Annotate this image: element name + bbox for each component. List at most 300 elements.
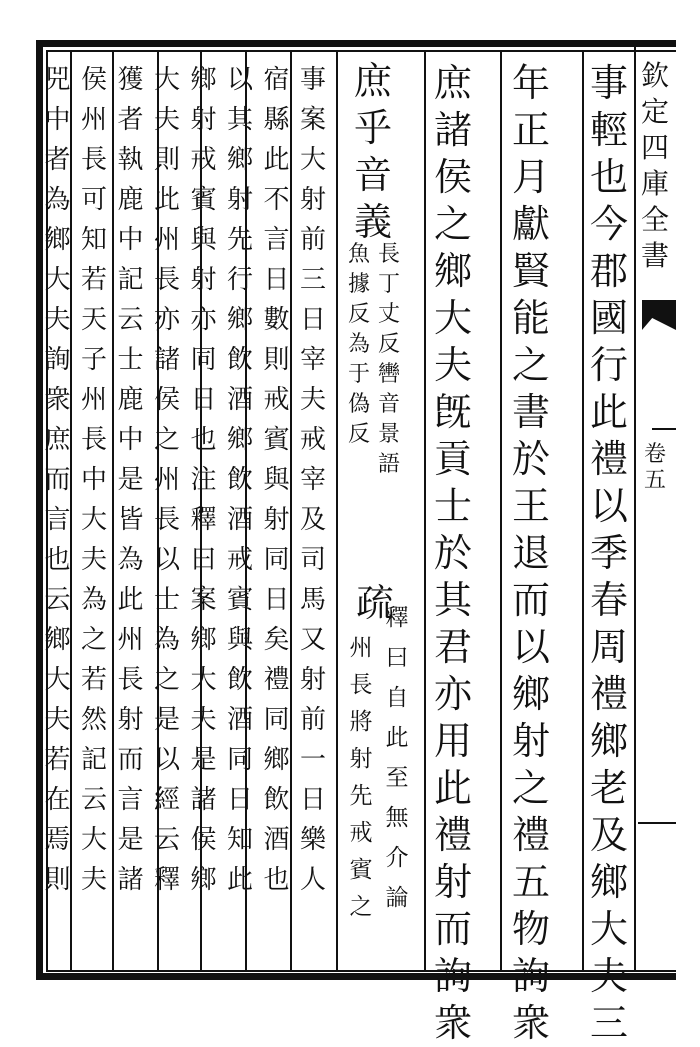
character: 之 bbox=[511, 343, 550, 387]
character: 士 bbox=[117, 345, 144, 375]
character: 為 bbox=[117, 545, 144, 575]
character: 君 bbox=[433, 625, 472, 669]
character: 釋 bbox=[190, 505, 217, 535]
character: 大 bbox=[299, 145, 326, 175]
character: 正 bbox=[511, 108, 550, 152]
character: 飲 bbox=[226, 665, 253, 695]
character: 禮 bbox=[511, 813, 550, 857]
character: 與 bbox=[190, 225, 217, 255]
character: 庶 bbox=[353, 59, 392, 103]
character: 鄉 bbox=[44, 625, 71, 655]
character: 案 bbox=[299, 105, 326, 135]
character: 夫 bbox=[433, 343, 472, 387]
character: 貢 bbox=[433, 437, 472, 481]
character: 宰 bbox=[299, 465, 326, 495]
character: 皆 bbox=[117, 505, 144, 535]
character: 中 bbox=[44, 105, 71, 135]
character: 春 bbox=[589, 578, 628, 622]
character: 行 bbox=[226, 265, 253, 295]
character: 于 bbox=[347, 362, 370, 387]
character: 射 bbox=[299, 665, 326, 695]
character: 以 bbox=[589, 484, 628, 528]
character: 無 bbox=[385, 805, 409, 831]
character: 鄉 bbox=[263, 745, 290, 775]
text-column bbox=[187, 60, 221, 900]
character: 五 bbox=[511, 860, 550, 904]
character: 也 bbox=[589, 155, 628, 199]
character: 則 bbox=[263, 345, 290, 375]
text-column bbox=[41, 60, 75, 900]
character: 又 bbox=[299, 625, 326, 655]
character: 曰 bbox=[385, 645, 409, 671]
character: 輕 bbox=[589, 108, 628, 152]
annotation-column bbox=[382, 598, 412, 918]
character: 執 bbox=[117, 145, 144, 175]
character: 鄉 bbox=[589, 860, 628, 904]
character: 及 bbox=[589, 813, 628, 857]
character: 庫 bbox=[640, 167, 669, 200]
character: 論 bbox=[385, 885, 409, 911]
character: 為 bbox=[347, 332, 370, 357]
character: 在 bbox=[44, 785, 71, 815]
character: 日 bbox=[299, 785, 326, 815]
character: 鄉 bbox=[226, 305, 253, 335]
character: 州 bbox=[117, 625, 144, 655]
character: 州 bbox=[80, 105, 107, 135]
character: 侯 bbox=[153, 385, 180, 415]
character: 同 bbox=[190, 345, 217, 375]
character: 子 bbox=[80, 345, 107, 375]
character: 丈 bbox=[377, 302, 400, 327]
character: 以 bbox=[226, 65, 253, 95]
character: 夫 bbox=[299, 385, 326, 415]
character: 記 bbox=[117, 265, 144, 295]
character: 此 bbox=[263, 145, 290, 175]
character: 天 bbox=[80, 305, 107, 335]
character: 大 bbox=[80, 505, 107, 535]
character: 馬 bbox=[299, 585, 326, 615]
character: 士 bbox=[433, 484, 472, 528]
character: 國 bbox=[589, 296, 628, 340]
character: 書 bbox=[640, 239, 669, 272]
character: 反 bbox=[347, 422, 370, 447]
character: 退 bbox=[511, 531, 550, 575]
character: 之 bbox=[433, 202, 472, 246]
character: 鄉 bbox=[190, 65, 217, 95]
character: 反 bbox=[377, 332, 400, 357]
character: 乎 bbox=[353, 106, 392, 150]
character: 鄉 bbox=[44, 225, 71, 255]
character: 賢 bbox=[511, 249, 550, 293]
character: 侯 bbox=[433, 155, 472, 199]
text-column-heading bbox=[350, 58, 396, 246]
character: 焉 bbox=[44, 825, 71, 855]
character: 日 bbox=[226, 785, 253, 815]
character: 此 bbox=[589, 390, 628, 434]
character: 行 bbox=[589, 343, 628, 387]
character: 前 bbox=[299, 705, 326, 735]
character: 之 bbox=[153, 425, 180, 455]
character: 偽 bbox=[347, 392, 370, 417]
character: 與 bbox=[263, 465, 290, 495]
character: 夫 bbox=[80, 865, 107, 895]
character: 同 bbox=[226, 745, 253, 775]
character: 詢 bbox=[44, 345, 71, 375]
text-column bbox=[586, 60, 632, 1047]
character: 也 bbox=[44, 545, 71, 575]
character: 大 bbox=[153, 65, 180, 95]
character: 賓 bbox=[190, 185, 217, 215]
character: 年 bbox=[511, 61, 550, 105]
character: 反 bbox=[347, 302, 370, 327]
character: 戒 bbox=[263, 385, 290, 415]
character: 亦 bbox=[433, 672, 472, 716]
character: 長 bbox=[80, 425, 107, 455]
character: 三 bbox=[589, 1001, 628, 1045]
character: 三 bbox=[299, 265, 326, 295]
character: 言 bbox=[44, 505, 71, 535]
character: 若 bbox=[80, 665, 107, 695]
character: 鄉 bbox=[589, 719, 628, 763]
character: 射 bbox=[190, 265, 217, 295]
character: 戒 bbox=[190, 145, 217, 175]
character: 於 bbox=[511, 437, 550, 481]
character: 詢 bbox=[511, 954, 550, 998]
character: 不 bbox=[263, 185, 290, 215]
character: 先 bbox=[226, 225, 253, 255]
character: 此 bbox=[226, 865, 253, 895]
character: 數 bbox=[263, 305, 290, 335]
character: 則 bbox=[153, 145, 180, 175]
character: 可 bbox=[80, 185, 107, 215]
text-column bbox=[260, 60, 294, 900]
character: 夫 bbox=[44, 705, 71, 735]
character: 以 bbox=[153, 545, 180, 575]
character: 衆 bbox=[44, 385, 71, 415]
character: 義 bbox=[353, 200, 392, 244]
character: 而 bbox=[433, 907, 472, 951]
character: 長 bbox=[377, 242, 400, 267]
text-column bbox=[223, 60, 257, 900]
character: 之 bbox=[153, 665, 180, 695]
character: 案 bbox=[190, 585, 217, 615]
character: 鄉 bbox=[190, 625, 217, 655]
character: 之 bbox=[80, 625, 107, 655]
character: 云 bbox=[44, 585, 71, 615]
character: 諸 bbox=[190, 785, 217, 815]
character: 語 bbox=[377, 452, 400, 477]
character: 諸 bbox=[433, 108, 472, 152]
character: 宰 bbox=[299, 345, 326, 375]
character: 司 bbox=[299, 545, 326, 575]
character: 侯 bbox=[190, 825, 217, 855]
character: 曰 bbox=[190, 545, 217, 575]
character: 飲 bbox=[226, 345, 253, 375]
character: 射 bbox=[263, 505, 290, 535]
character: 此 bbox=[117, 585, 144, 615]
character: 郡 bbox=[589, 249, 628, 293]
column-divider bbox=[336, 52, 338, 972]
character: 禮 bbox=[433, 813, 472, 857]
character: 事 bbox=[589, 61, 628, 105]
character: 經 bbox=[153, 785, 180, 815]
character: 前 bbox=[299, 225, 326, 255]
character: 釋 bbox=[385, 605, 409, 631]
character: 也 bbox=[190, 425, 217, 455]
annotation-column bbox=[344, 240, 374, 450]
character: 記 bbox=[80, 745, 107, 775]
character: 景 bbox=[377, 422, 400, 447]
character: 月 bbox=[511, 155, 550, 199]
text-column bbox=[114, 60, 148, 900]
character: 者 bbox=[44, 145, 71, 175]
character: 注 bbox=[190, 465, 217, 495]
character: 亦 bbox=[190, 305, 217, 335]
character: 是 bbox=[117, 825, 144, 855]
character: 亦 bbox=[153, 305, 180, 335]
character: 賓 bbox=[263, 425, 290, 455]
character: 轡 bbox=[377, 362, 400, 387]
character: 王 bbox=[511, 484, 550, 528]
character: 大 bbox=[589, 907, 628, 951]
character: 賓 bbox=[226, 585, 253, 615]
character: 者 bbox=[117, 105, 144, 135]
character: 酒 bbox=[263, 825, 290, 855]
character: 此 bbox=[385, 725, 409, 751]
character: 定 bbox=[640, 95, 669, 128]
character: 魚 bbox=[347, 242, 370, 267]
character: 酒 bbox=[226, 505, 253, 535]
character: 樂 bbox=[299, 825, 326, 855]
character: 釋 bbox=[153, 865, 180, 895]
character: 諸 bbox=[153, 345, 180, 375]
character: 以 bbox=[511, 625, 550, 669]
character: 然 bbox=[80, 705, 107, 735]
character: 鄉 bbox=[511, 672, 550, 716]
character: 長 bbox=[153, 505, 180, 535]
character: 季 bbox=[589, 531, 628, 575]
character: 云 bbox=[117, 305, 144, 335]
character: 日 bbox=[263, 265, 290, 295]
character: 夫 bbox=[153, 105, 180, 135]
character: 戒 bbox=[299, 425, 326, 455]
character: 州 bbox=[153, 465, 180, 495]
character: 射 bbox=[226, 185, 253, 215]
character: 一 bbox=[299, 745, 326, 775]
character: 知 bbox=[226, 825, 253, 855]
character: 四 bbox=[640, 131, 669, 164]
character: 卷 bbox=[643, 442, 666, 467]
character: 書 bbox=[511, 390, 550, 434]
character: 能 bbox=[511, 296, 550, 340]
character: 鄉 bbox=[226, 145, 253, 175]
text-column bbox=[296, 60, 330, 900]
character: 獲 bbox=[117, 65, 144, 95]
character: 以 bbox=[153, 745, 180, 775]
character: 兕 bbox=[44, 65, 71, 95]
character: 州 bbox=[153, 225, 180, 255]
character: 而 bbox=[117, 745, 144, 775]
character: 日 bbox=[263, 585, 290, 615]
character: 及 bbox=[299, 505, 326, 535]
character: 欽 bbox=[640, 59, 669, 92]
character: 長 bbox=[80, 145, 107, 175]
character: 云 bbox=[153, 825, 180, 855]
character: 賓 bbox=[349, 857, 373, 883]
character: 將 bbox=[349, 709, 373, 735]
character: 夫 bbox=[44, 305, 71, 335]
character: 同 bbox=[263, 705, 290, 735]
character: 物 bbox=[511, 907, 550, 951]
character: 州 bbox=[349, 635, 373, 661]
gutter-title bbox=[640, 58, 670, 274]
character: 而 bbox=[511, 578, 550, 622]
character: 衆 bbox=[511, 1001, 550, 1045]
character: 也 bbox=[263, 865, 290, 895]
character: 用 bbox=[433, 719, 472, 763]
character: 庶 bbox=[433, 61, 472, 105]
column-divider bbox=[500, 52, 502, 972]
character: 言 bbox=[117, 785, 144, 815]
character: 先 bbox=[349, 783, 373, 809]
character: 州 bbox=[80, 385, 107, 415]
character: 言 bbox=[263, 225, 290, 255]
character: 而 bbox=[44, 465, 71, 495]
character: 射 bbox=[511, 719, 550, 763]
character: 全 bbox=[640, 203, 669, 236]
character: 禮 bbox=[589, 672, 628, 716]
character: 大 bbox=[44, 665, 71, 695]
character: 長 bbox=[349, 672, 373, 698]
character: 之 bbox=[349, 894, 373, 920]
character: 至 bbox=[385, 765, 409, 791]
character: 其 bbox=[433, 578, 472, 622]
text-column bbox=[77, 60, 111, 900]
character: 是 bbox=[153, 705, 180, 735]
character: 日 bbox=[299, 305, 326, 335]
character: 此 bbox=[153, 185, 180, 215]
character: 鄉 bbox=[433, 249, 472, 293]
character: 今 bbox=[589, 202, 628, 246]
character: 日 bbox=[190, 385, 217, 415]
character: 音 bbox=[353, 153, 392, 197]
character: 老 bbox=[589, 766, 628, 810]
character: 丁 bbox=[377, 272, 400, 297]
character: 詢 bbox=[433, 954, 472, 998]
character: 中 bbox=[80, 465, 107, 495]
character: 其 bbox=[226, 105, 253, 135]
character: 於 bbox=[433, 531, 472, 575]
character: 云 bbox=[80, 785, 107, 815]
character: 酒 bbox=[226, 385, 253, 415]
character: 獻 bbox=[511, 202, 550, 246]
gutter-divider bbox=[634, 46, 636, 972]
character: 疏 bbox=[355, 581, 394, 625]
character: 諸 bbox=[117, 865, 144, 895]
character: 士 bbox=[153, 585, 180, 615]
character: 中 bbox=[117, 425, 144, 455]
character: 大 bbox=[433, 296, 472, 340]
character: 射 bbox=[190, 105, 217, 135]
character: 鹿 bbox=[117, 385, 144, 415]
character: 為 bbox=[80, 585, 107, 615]
gutter-volume bbox=[640, 442, 670, 494]
character: 事 bbox=[299, 65, 326, 95]
character: 與 bbox=[226, 625, 253, 655]
character: 大 bbox=[80, 825, 107, 855]
character: 飲 bbox=[263, 785, 290, 815]
character: 戒 bbox=[226, 545, 253, 575]
column-divider bbox=[582, 52, 584, 972]
fold-mark bbox=[652, 428, 676, 430]
character: 衆 bbox=[433, 1001, 472, 1045]
character: 若 bbox=[80, 265, 107, 295]
character: 射 bbox=[117, 705, 144, 735]
character: 夫 bbox=[80, 545, 107, 575]
character: 宿 bbox=[263, 65, 290, 95]
character: 長 bbox=[117, 665, 144, 695]
character: 自 bbox=[385, 685, 409, 711]
character: 中 bbox=[117, 225, 144, 255]
character: 五 bbox=[643, 468, 666, 493]
character: 是 bbox=[117, 465, 144, 495]
character: 之 bbox=[511, 766, 550, 810]
character: 大 bbox=[44, 265, 71, 295]
character: 射 bbox=[349, 746, 373, 772]
character: 射 bbox=[299, 185, 326, 215]
fold-mark bbox=[638, 822, 676, 824]
character: 侯 bbox=[80, 65, 107, 95]
character: 據 bbox=[347, 272, 370, 297]
character: 此 bbox=[433, 766, 472, 810]
character: 長 bbox=[153, 265, 180, 295]
annotation-column bbox=[374, 240, 404, 480]
character: 縣 bbox=[263, 105, 290, 135]
character: 夫 bbox=[190, 705, 217, 735]
character: 若 bbox=[44, 745, 71, 775]
character: 鄉 bbox=[190, 865, 217, 895]
character: 禮 bbox=[589, 437, 628, 481]
character: 夫 bbox=[589, 954, 628, 998]
character: 周 bbox=[589, 625, 628, 669]
character: 庶 bbox=[44, 425, 71, 455]
character: 音 bbox=[377, 392, 400, 417]
character: 人 bbox=[299, 865, 326, 895]
character: 鹿 bbox=[117, 185, 144, 215]
character: 為 bbox=[44, 185, 71, 215]
character: 大 bbox=[190, 665, 217, 695]
text-column bbox=[430, 60, 476, 1047]
column-divider bbox=[424, 52, 426, 972]
character: 同 bbox=[263, 545, 290, 575]
character: 鄉 bbox=[226, 425, 253, 455]
character: 知 bbox=[80, 225, 107, 255]
annotation-column bbox=[346, 630, 376, 926]
character: 旣 bbox=[433, 390, 472, 434]
character: 戒 bbox=[349, 820, 373, 846]
character: 禮 bbox=[263, 665, 290, 695]
character: 酒 bbox=[226, 705, 253, 735]
character: 矣 bbox=[263, 625, 290, 655]
text-column bbox=[508, 60, 554, 1047]
character: 飲 bbox=[226, 465, 253, 495]
character: 則 bbox=[44, 865, 71, 895]
character: 射 bbox=[433, 860, 472, 904]
character: 是 bbox=[190, 745, 217, 775]
text-column bbox=[150, 60, 184, 900]
character: 介 bbox=[385, 845, 409, 871]
character: 為 bbox=[153, 625, 180, 655]
